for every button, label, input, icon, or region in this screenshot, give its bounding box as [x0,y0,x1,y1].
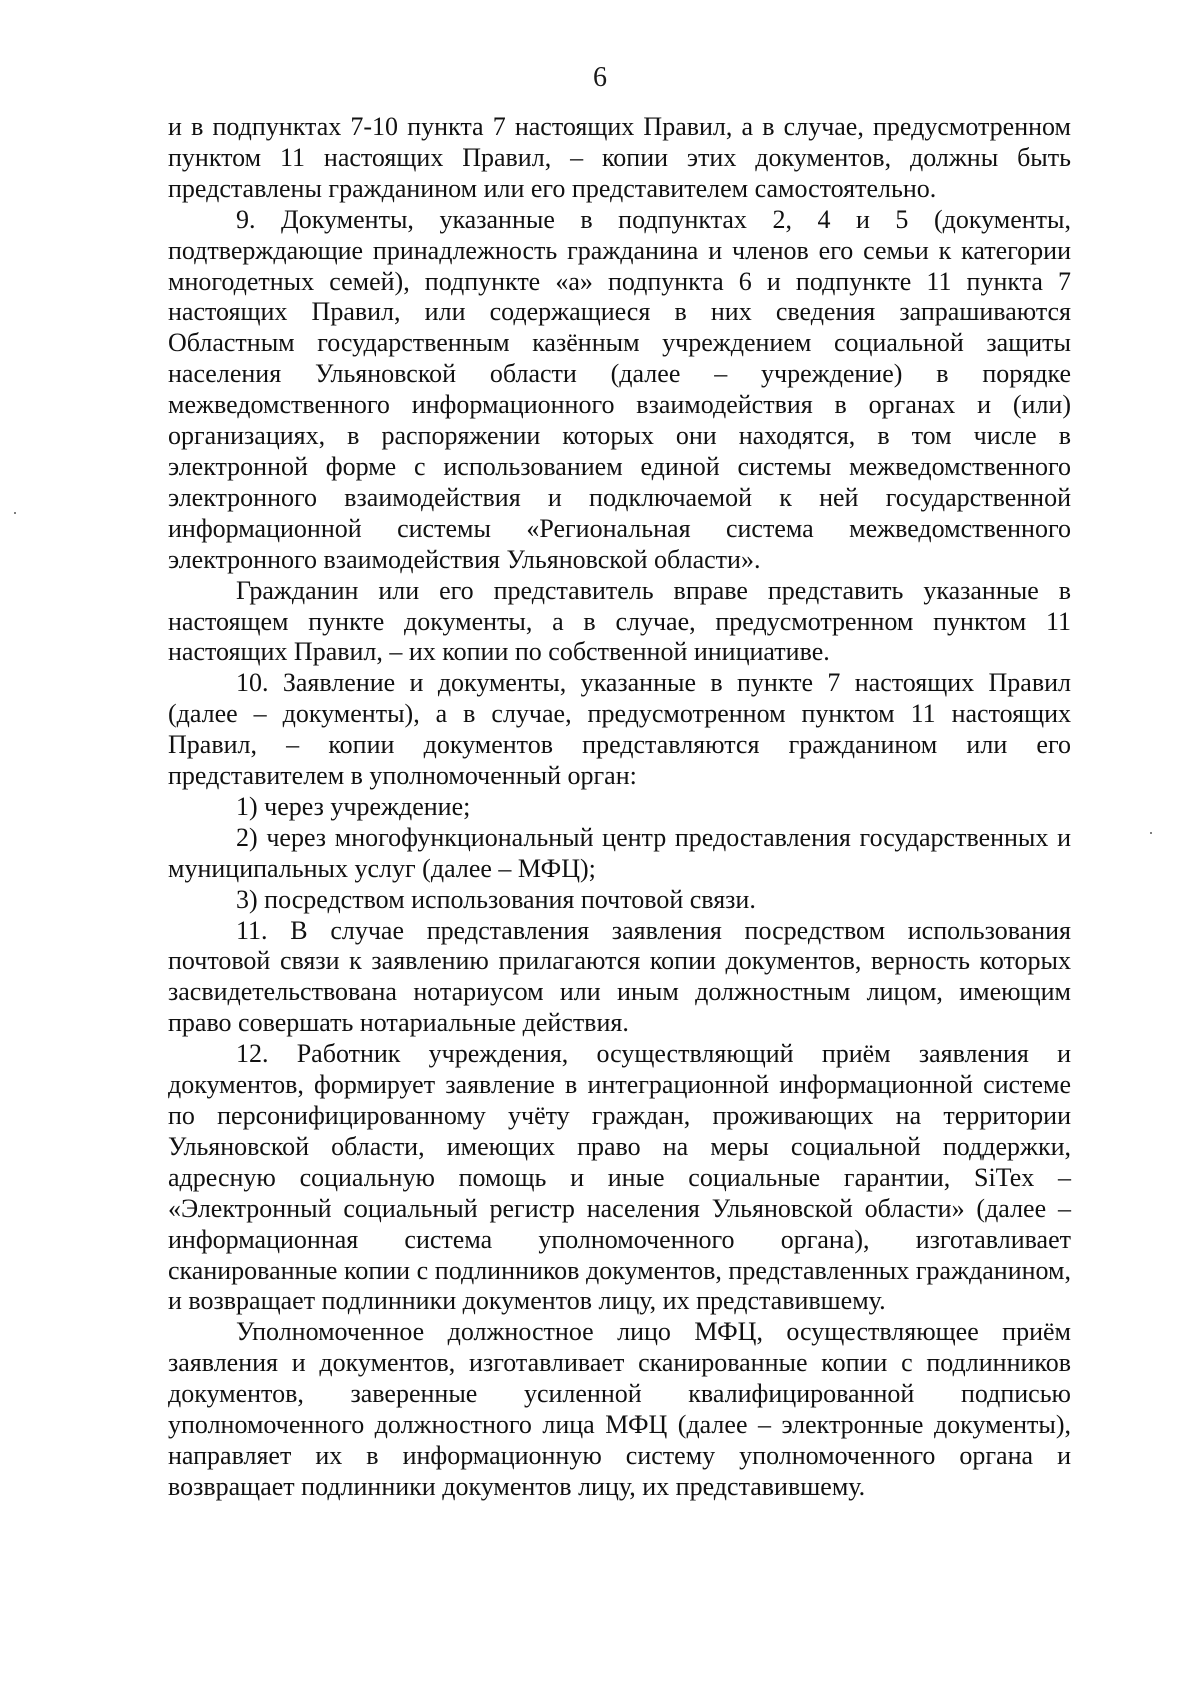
list-item-3: 3) посредством использования почтовой связи. [236,884,756,914]
paragraph-12-mfc: Уполномоченное должностное лицо МФЦ, осуществляющее приём заявления и документов, изготавливает сканированные копии с подлинников документов, заверенные усиленной квалифицированной подписью уполномоченного должностного лица МФЦ (далее – электронные документы), направляет их в информационную систему уполномоченного органа и возвращает подлинники документов лицу, их представившему. [168,1317,1071,1501]
page-number: 6 [593,62,607,93]
paragraph-9-citizen-right: Гражданин или его представитель вправе представить указанные в настоящем пункте документы, а в случае, предусмотренном пунктом 11 настоящих Правил, – их копии по собственной инициативе. [168,575,1071,667]
paragraph-11: 11. В случае представления заявления посредством использования почтовой связи к заявлению прилагаются копии документов, верность которых засвидетельствована нотариусом или иным должностным лицом, имеющим право совершать нотариальные действия. [168,915,1071,1038]
scan-speck [1150,832,1152,834]
scan-speck [14,512,16,514]
paragraph-9: 9. Документы, указанные в подпунктах 2, 4 и 5 (документы, подтверждающие принадлежность гражданина и членов его семьи к категории многодетных семей), подпункте «а» подпункта 6 и подпункте 11 пункта 7 настоящих Правил, или содержащиеся в них сведения запрашиваются Областным государственным казённым учреждением социальной защиты населения Ульяновской области (далее – учреждение) в порядке межведомственного информационного взаимодействия в органах и (или) организациях, в распоряжении которых они находятся, в том числе в электронной форме с использованием единой системы межведомственного электронного взаимодействия и подключаемой к ней государственной информационной системы «Региональная система межведомственного электронного взаимодействия Ульяновской области». [168,204,1071,574]
paragraph-12: 12. Работник учреждения, осуществляющий приём заявления и документов, формирует заявление в интеграционной информационной системе по персонифицированному учёту граждан, проживающих на территории Ульяновской области, имеющих право на меры социальной поддержки, адресную социальную помощь и иные социальные гарантии, SiTex – «Электронный социальный регистр населения Ульяновской области» (далее – информационная система уполномоченного органа), изготавливает сканированные копии с подлинников документов, представленных гражданином, и возвращает подлинники документов лицу, их представившему. [168,1039,1071,1316]
paragraph-10: 10. Заявление и документы, указанные в пункте 7 настоящих Правил (далее – документы), а в случае, предусмотренном пунктом 11 настоящих Правил, – копии документов представляются гражданином или его представителем в уполномоченный орган: [168,668,1071,791]
list-item-1: 1) через учреждение; [236,791,471,821]
paragraph-continuation: и в подпунктах 7-10 пункта 7 настоящих Правил, а в случае, предусмотренном пунктом 11 настоящих Правил, – копии этих документов, должны быть представлены гражданином или его представителем самостоятельно. [168,112,1071,203]
list-item-2: 2) через многофункциональный центр предоставления государственных и муниципальных услуг (далее – МФЦ); [168,822,1071,883]
document-body [168,112,1071,1503]
